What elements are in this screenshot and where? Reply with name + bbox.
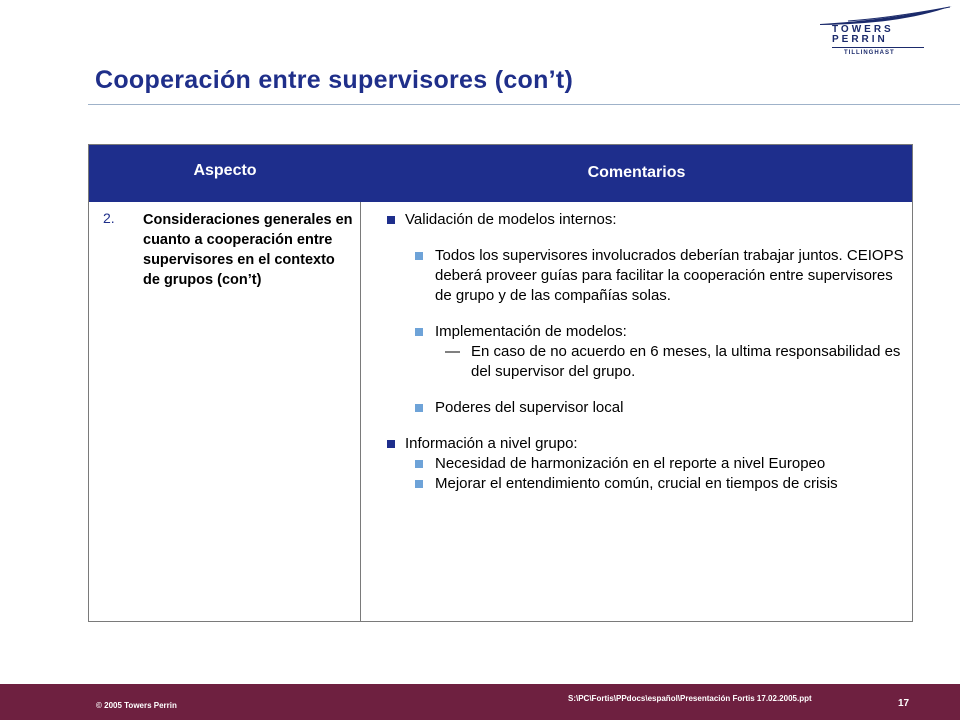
comment-dash-item bbox=[385, 342, 905, 382]
logo-text-line1: TOWERS bbox=[832, 24, 894, 35]
content-table bbox=[88, 144, 913, 622]
comment-subitem bbox=[385, 474, 905, 494]
company-logo bbox=[818, 4, 954, 64]
logo-divider bbox=[832, 47, 924, 48]
square-bullet-icon bbox=[387, 440, 395, 448]
square-bullet-icon bbox=[415, 252, 423, 260]
comment-subtext: Necesidad de harmonización en el reporte a nivel Europeo bbox=[435, 455, 826, 472]
comment-subitem bbox=[385, 398, 905, 418]
aspect-number: 2. bbox=[103, 210, 115, 226]
title-underline bbox=[88, 104, 960, 105]
logo-text-line3: TILLINGHAST bbox=[844, 50, 895, 56]
comment-subtext: Todos los supervisores involucrados deberían trabajar juntos. CEIOPS deberá proveer guías para facilitar la cooperación entre supervisores de grupo y de las compañías solas. bbox=[435, 247, 904, 304]
comment-subtext: Poderes del supervisor local bbox=[435, 399, 624, 416]
square-bullet-icon bbox=[415, 404, 423, 412]
footer-copyright: © 2005 Towers Perrin bbox=[96, 701, 177, 710]
footer-bar bbox=[0, 684, 960, 720]
dash-bullet: — bbox=[445, 343, 460, 360]
comment-text: Validación de modelos internos: bbox=[405, 211, 617, 228]
page-number: 17 bbox=[898, 698, 910, 709]
comment-subtext: Implementación de modelos: bbox=[435, 323, 627, 340]
aspect-text: Consideraciones generales en cuanto a cooperación entre supervisores en el contexto de grupos (con’t) bbox=[143, 212, 353, 288]
comment-dash-text: En caso de no acuerdo en 6 meses, la ultima responsabilidad es del supervisor del grupo. bbox=[471, 343, 901, 380]
comment-subitem bbox=[385, 246, 905, 306]
square-bullet-icon bbox=[387, 216, 395, 224]
logo-text-line2: PERRIN bbox=[832, 34, 888, 45]
slide-title: Cooperación entre supervisores (con’t) bbox=[95, 66, 574, 94]
comment-text: Información a nivel grupo: bbox=[405, 435, 578, 452]
square-bullet-icon bbox=[415, 460, 423, 468]
footer-file-path: S:\PC\Fortis\PPdocs\español\Presentación Fortis 17.02.2005.ppt bbox=[568, 694, 812, 703]
column-divider bbox=[360, 202, 361, 621]
header-aspecto: Aspecto bbox=[193, 162, 257, 179]
comment-subtext: Mejorar el entendimiento común, crucial en tiempos de crisis bbox=[435, 475, 838, 492]
comment-subitem bbox=[385, 454, 905, 474]
comment-item bbox=[385, 434, 905, 454]
comment-subitem bbox=[385, 322, 905, 342]
logo-swoosh-icon bbox=[818, 4, 954, 26]
table-header-row bbox=[89, 145, 912, 202]
comments-cell bbox=[385, 210, 905, 494]
header-comentarios: Comentarios bbox=[587, 164, 686, 181]
comment-item bbox=[385, 210, 905, 230]
square-bullet-icon bbox=[415, 328, 423, 336]
square-bullet-icon bbox=[415, 480, 423, 488]
